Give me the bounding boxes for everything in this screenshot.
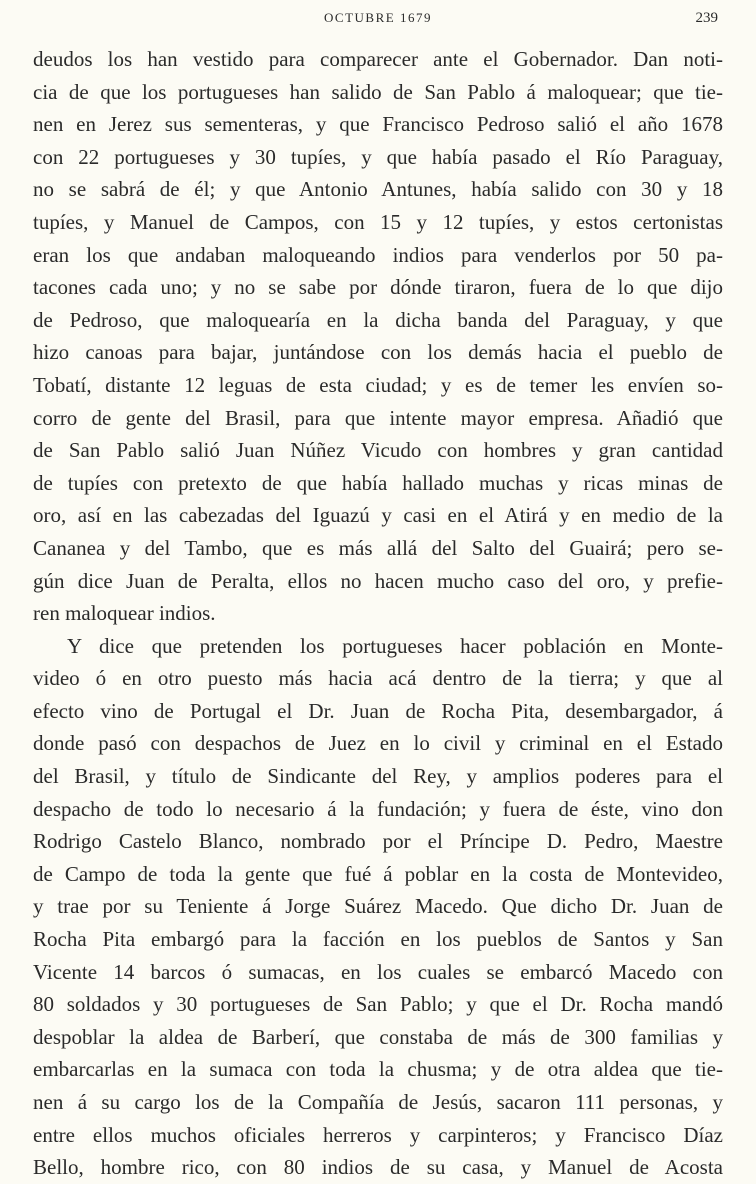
text-line: Y dice que pretenden los portugueses hacer población en Monte- xyxy=(67,633,723,658)
running-title: OCTUBRE 1679 xyxy=(324,10,432,25)
text-line: de San Pablo salió Juan Núñez Vicudo con hombres y gran cantidad xyxy=(33,438,723,463)
text-line: Vicente 14 barcos ó sumacas, en los cuales se embarcó Macedo con xyxy=(33,959,723,984)
text-line: embarcarlas en la sumaca con toda la chusma; y de otra aldea que tie- xyxy=(33,1057,723,1082)
text-line: nen á su cargo los de la Compañía de Jesús, sacaron 111 personas, y xyxy=(33,1090,723,1114)
body-text xyxy=(33,43,723,1184)
text-line: no se sabrá de él; y que Antonio Antunes, había salido con 30 y 18 xyxy=(33,177,723,202)
text-line: cia de que los portugueses han salido de San Pablo á maloquear; que tie- xyxy=(33,79,723,104)
text-line: deudos los han vestido para comparecer ante el Gobernador. Dan noti- xyxy=(33,47,723,71)
text-line: de tupíes con pretexto de que había hallado muchas y ricas minas de xyxy=(33,470,723,495)
text-line: entre ellos muchos oficiales herreros y carpinteros; y Francisco Díaz xyxy=(33,1122,723,1147)
text-line: Tobatí, distante 12 leguas de esta ciudad; y es de temer les envíen so- xyxy=(33,372,723,397)
text-line: con 22 portugueses y 30 tupíes, y que había pasado el Río Paraguay, xyxy=(33,144,723,169)
text-line: Cananea y del Tambo, que es más allá del Salto del Guairá; pero se- xyxy=(33,535,723,560)
text-line: despoblar la aldea de Barberí, que constaba de más de 300 familias y xyxy=(33,1024,723,1049)
text-line: hizo canoas para bajar, juntándose con los demás hacia el pueblo de xyxy=(33,340,723,365)
text-line: eran los que andaban maloqueando indios para venderlos por 50 pa- xyxy=(33,242,723,267)
text-line: gún dice Juan de Peralta, ellos no hacen mucho caso del oro, y prefie- xyxy=(33,568,723,593)
text-line: de Pedroso, que maloquearía en la dicha banda del Paraguay, y que xyxy=(33,307,723,332)
text-line: efecto vino de Portugal el Dr. Juan de Rocha Pita, desembargador, á xyxy=(33,698,723,723)
text-line: Rocha Pita embargó para la facción en los pueblos de Santos y San xyxy=(33,927,723,952)
text-line: corro de gente del Brasil, para que intente mayor empresa. Añadió que xyxy=(33,405,723,430)
text-line: Bello, hombre rico, con 80 indios de su casa, y Manuel de Acosta xyxy=(33,1155,723,1180)
text-line: nen en Jerez sus sementeras, y que Francisco Pedroso salió el año 1678 xyxy=(33,112,723,137)
text-line: 80 soldados y 30 portugueses de San Pablo; y que el Dr. Rocha mandó xyxy=(33,992,723,1017)
text-line: video ó en otro puesto más hacia acá dentro de la tierra; y que al xyxy=(33,666,723,691)
page-number: 239 xyxy=(695,10,718,26)
text-line: del Brasil, y título de Sindicante del Rey, y amplios poderes para el xyxy=(33,764,723,789)
text-line: despacho de todo lo necesario á la fundación; y fuera de éste, vino don xyxy=(33,796,723,821)
text-line: oro, así en las cabezadas del Iguazú y casi en el Atirá y en medio de la xyxy=(33,503,723,528)
text-line: tupíes, y Manuel de Campos, con 15 y 12 tupíes, y estos certonistas xyxy=(33,209,723,234)
text-line: ren maloquear indios. xyxy=(33,601,216,626)
page-header xyxy=(0,8,756,34)
text-line: Rodrigo Castelo Blanco, nombrado por el Príncipe D. Pedro, Maestre xyxy=(33,829,723,854)
text-line: de Campo de toda la gente que fué á poblar en la costa de Montevideo, xyxy=(33,861,723,886)
text-line: y trae por su Teniente á Jorge Suárez Macedo. Que dicho Dr. Juan de xyxy=(33,894,723,919)
text-line: donde pasó con despachos de Juez en lo civil y criminal en el Estado xyxy=(33,731,723,756)
text-line: tacones cada uno; y no se sabe por dónde tiraron, fuera de lo que dijo xyxy=(33,275,723,300)
